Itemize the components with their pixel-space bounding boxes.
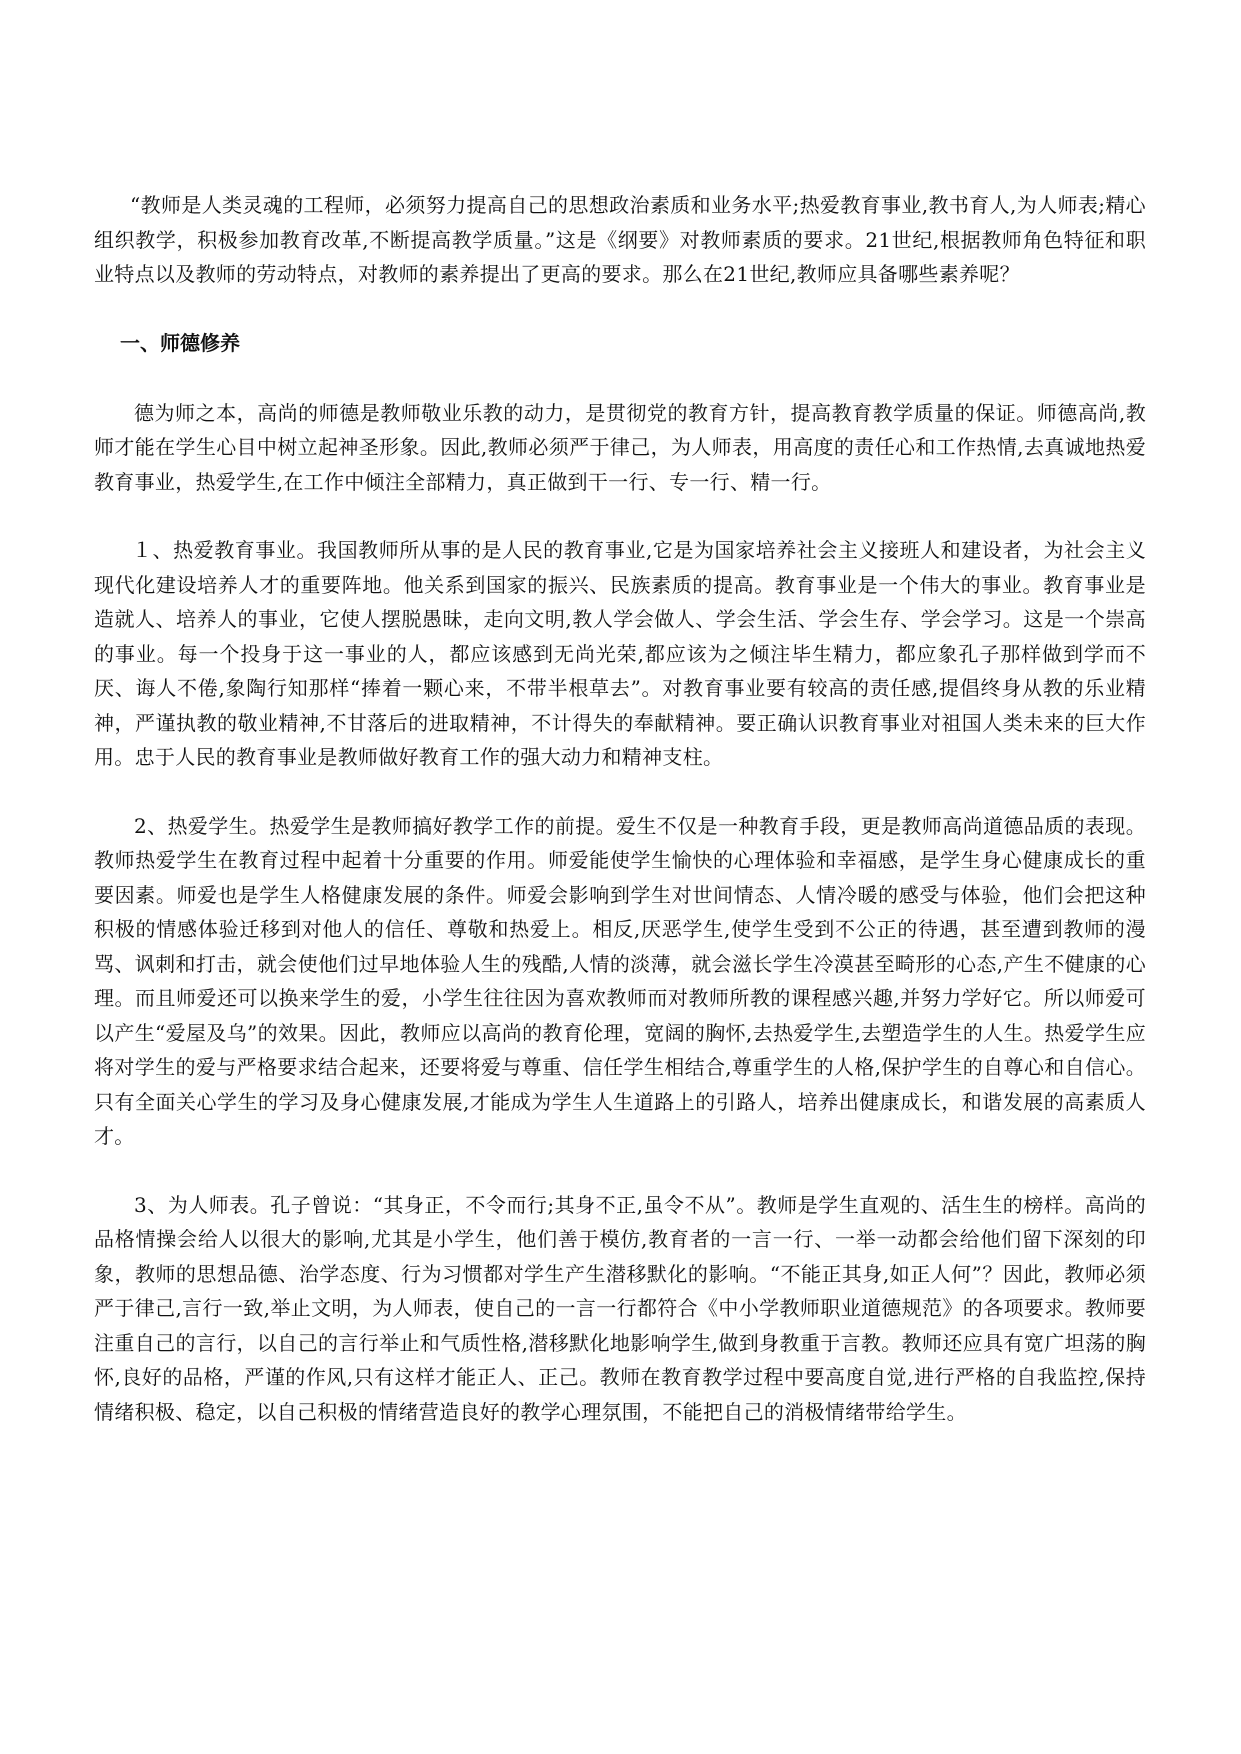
item-3-paragraph: 3、为人师表。孔子曾说：“其身正，不令而行;其身不正,虽令不从”。教师是学生直观的、活生生的榜样。高尚的品格情操会给人以很大的影响,尤其是小学生，他们善于模仿,教育者的一言一行、一举一动都会给他们留下深刻的印象，教师的思想品德、治学态度、行为习惯都对学生产生潜移默化的影响。“不能正其身,如正人何”？因此，教师必须严于律己,言行一致,举止文明，为人师表，使自己的一言一行都符合《中小学教师职业道德规范》的各项要求。教师要注重自己的言行，以自己的言行举止和气质性格,潜移默化地影响学生,做到身教重于言教。教师还应具有宽广坦荡的胸怀,良好的品格，严谨的作风,只有这样才能正人、正己。教师在教育教学过程中要高度自觉,进行严格的自我监控,保持情绪积极、稳定，以自己积极的情绪营造良好的教学心理氛围，不能把自己的消极情绪带给学生。 [94,1192,1146,1424]
document-page [94,188,1146,1463]
item-1-paragraph: １、热爱教育事业。我国教师所从事的是人民的教育事业,它是为国家培养社会主义接班人和建设者，为社会主义现代化建设培养人才的重要阵地。他关系到国家的振兴、民族素质的提高。教育事业是一个伟大的事业。教育事业是造就人、培养人的事业，它使人摆脱愚昧，走向文明,教人学会做人、学会生活、学会生存、学会学习。这是一个崇高的事业。每一个投身于这一事业的人，都应该感到无尚光荣,都应该为之倾注毕生精力，都应象孔子那样做到学而不厌、诲人不倦,象陶行知那样“捧着一颗心来，不带半根草去”。对教育事业要有较高的责任感,提倡终身从教的乐业精神，严谨执教的敬业精神,不甘落后的进取精神，不计得失的奉献精神。要正确认识教育事业对祖国人类未来的巨大作用。忠于人民的教育事业是教师做好教育工作的强大动力和精神支柱。 [94,538,1146,769]
section-intro-paragraph: 德为师之本，高尚的师德是教师敬业乐教的动力，是贯彻党的教育方针，提高教育教学质量的保证。师德高尚,教师才能在学生心目中树立起神圣形象。因此,教师必须严于律己，为人师表，用高度的责任心和工作热情,去真诚地热爱教育事业，热爱学生,在工作中倾注全部精力，真正做到干一行、专一行、精一行。 [94,400,1146,494]
section-heading: 一、师德修养 [120,330,240,355]
item-2-paragraph: 2、热爱学生。热爱学生是教师搞好教学工作的前提。爱生不仅是一种教育手段，更是教师高尚道德品质的表现。教师热爱学生在教育过程中起着十分重要的作用。师爱能使学生愉快的心理体验和幸福感，是学生身心健康成长的重要因素。师爱也是学生人格健康发展的条件。师爱会影响到学生对世间情态、人情冷暖的感受与体验，他们会把这种积极的情感体验迁移到对他人的信任、尊敬和热爱上。相反,厌恶学生,使学生受到不公正的待遇，甚至遭到教师的漫骂、讽刺和打击，就会使他们过早地体验人生的残酷,人情的淡薄，就会滋长学生冷漠甚至畸形的心态,产生不健康的心理。而且师爱还可以换来学生的爱，小学生往往因为喜欢教师而对教师所教的课程感兴趣,并努力学好它。所以师爱可以产生“爱屋及乌”的效果。因此，教师应以高尚的教育伦理，宽阔的胸怀,去热爱学生,去塑造学生的人生。热爱学生应将对学生的爱与严格要求结合起来，还要将爱与尊重、信任学生相结合,尊重学生的人格,保护学生的自尊心和自信心。只有全面关心学生的学习及身心健康发展,才能成为学生人生道路上的引路人，培养出健康成长，和谐发展的高素质人才。 [94,813,1146,1148]
intro-paragraph: “教师是人类灵魂的工程师，必须努力提高自己的思想政治素质和业务水平;热爱教育事业,教书育人,为人师表;精心组织教学，积极参加教育改革,不断提高教学质量。”这是《纲要》对教师素质的要求。21世纪,根据教师角色特征和职业特点以及教师的劳动特点，对教师的素养提出了更高的要求。那么在21世纪,教师应具备哪些素养呢？ [94,193,1146,286]
